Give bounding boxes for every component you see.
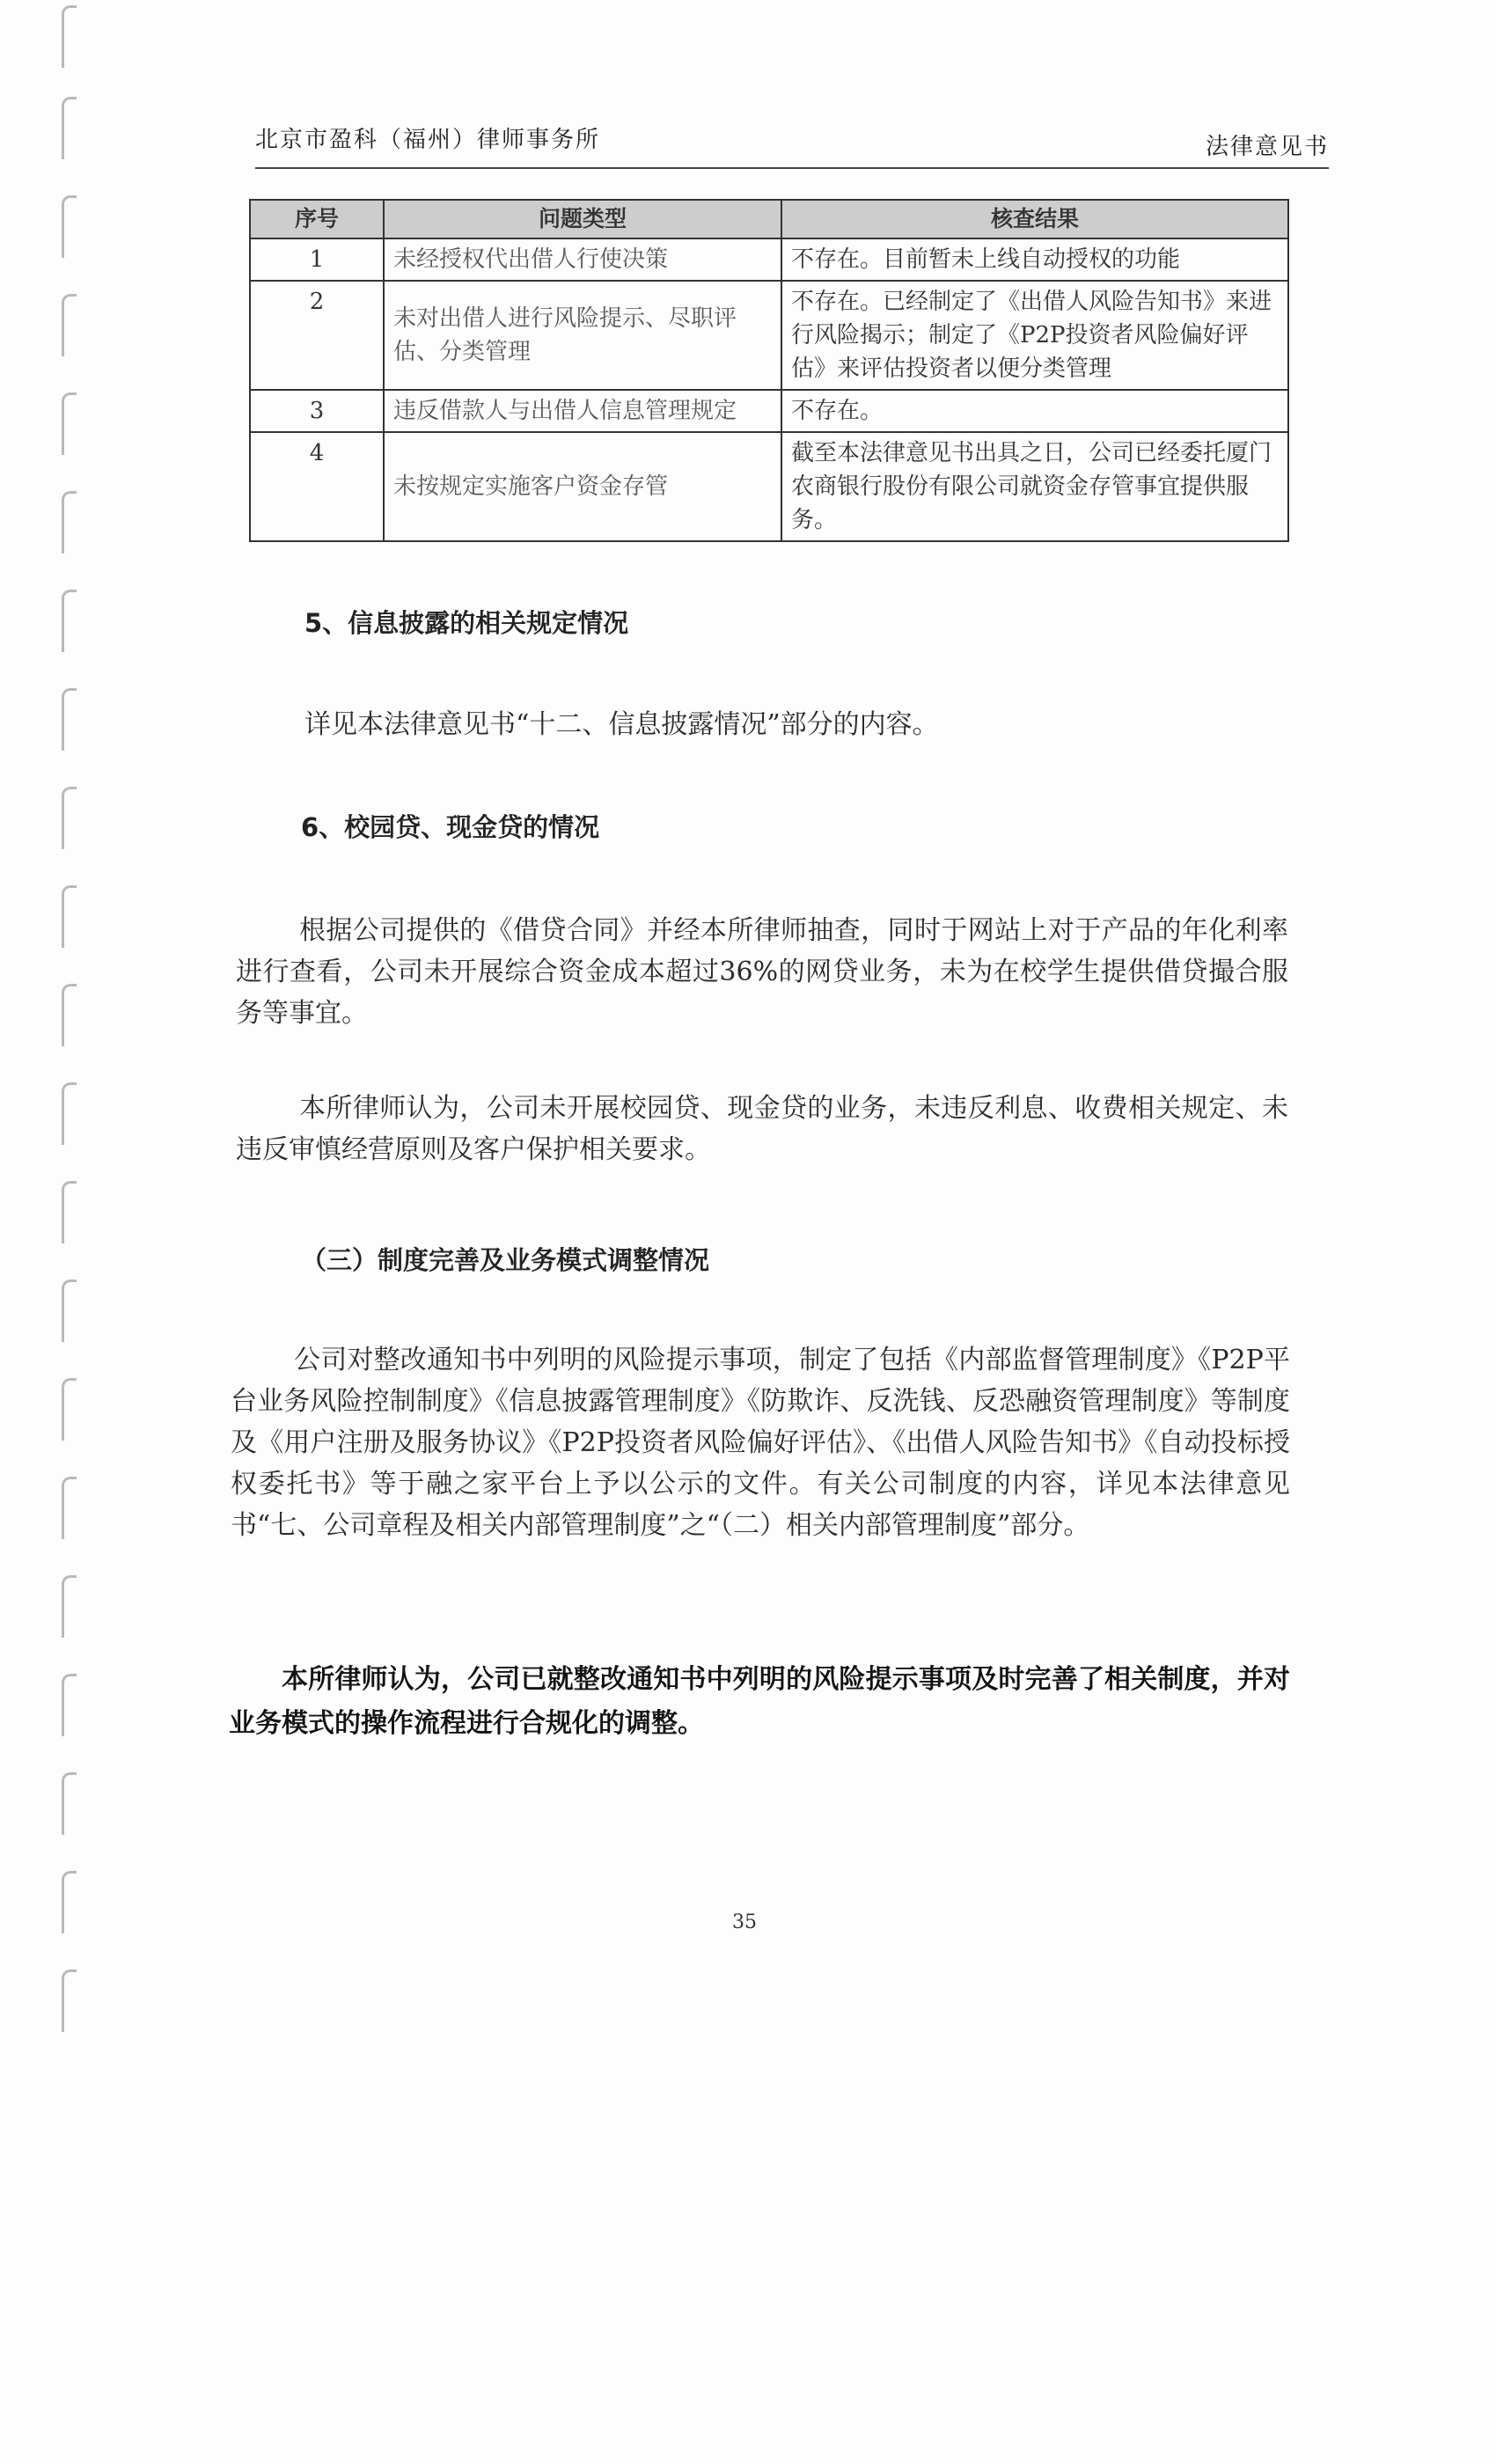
check-result: 不存在。已经制定了《出借人风险告知书》来进行风险揭示；制定了《P2P投资者风险偏好评估》来评估投资者以便分类管理 <box>781 281 1288 390</box>
law-firm-name: 北京市盈科（福州）律师事务所 <box>255 127 601 153</box>
binder-holes <box>42 0 77 2112</box>
issue-type: 未对出借人进行风险提示、尽职评估、分类管理 <box>384 281 781 390</box>
column-header-number: 序号 <box>250 200 384 238</box>
binder-hole <box>62 787 77 849</box>
section-6-paragraph-1: 根据公司提供的《借贷合同》并经本所律师抽查，同时于网站上对于产品的年化利率进行查看，公司未开展综合资金成本超过36%的网贷业务，未为在校学生提供借贷撮合服务等事宜。 <box>236 915 1288 1029</box>
table-row <box>250 390 1288 432</box>
header-divider <box>255 167 1329 169</box>
binder-hole <box>62 1082 77 1145</box>
binder-hole <box>62 1674 77 1736</box>
binder-hole <box>62 491 77 554</box>
row-number: 2 <box>250 281 384 390</box>
section-5-heading: 5、信息披露的相关规定情况 <box>304 608 629 638</box>
table-row <box>250 432 1288 541</box>
binder-hole <box>62 1181 77 1243</box>
binder-hole <box>62 1477 77 1539</box>
binder-hole <box>62 590 77 652</box>
binder-hole <box>62 1772 77 1835</box>
row-number: 3 <box>250 390 384 432</box>
binder-hole <box>62 294 77 356</box>
binder-hole <box>62 1871 77 1933</box>
binder-hole <box>62 195 77 258</box>
binder-hole <box>62 984 77 1046</box>
column-header-issue-type: 问题类型 <box>384 200 781 238</box>
issue-type: 未按规定实施客户资金存管 <box>384 432 781 541</box>
binder-hole <box>62 392 77 455</box>
table-row <box>250 238 1288 281</box>
section-6-paragraph-2: 本所律师认为，公司未开展校园贷、现金贷的业务，未违反利息、收费相关规定、未违反审慎经营原则及客户保护相关要求。 <box>236 1093 1288 1165</box>
page-header <box>255 113 1329 165</box>
check-result: 不存在。 <box>781 390 1288 432</box>
row-number: 1 <box>250 238 384 281</box>
check-result: 不存在。目前暂未上线自动授权的功能 <box>781 238 1288 281</box>
binder-hole <box>62 688 77 751</box>
check-result: 截至本法律意见书出具之日，公司已经委托厦门农商银行股份有限公司就资金存管事宜提供服务。 <box>781 432 1288 541</box>
issue-type: 未经授权代出借人行使决策 <box>384 238 781 281</box>
binder-hole <box>62 1378 77 1441</box>
column-header-result: 核查结果 <box>781 200 1288 238</box>
section-3-paragraph: 公司对整改通知书中列明的风险提示事项，制定了包括《内部监督管理制度》《P2P平台业务风险控制制度》《信息披露管理制度》《防欺诈、反洗钱、反恐融资管理制度》等制度及《用户注册及服务协议》《P2P投资者风险偏好评估》、《出借人风险告知书》《自动投标授权委托书》等于融之家平台上予以公示的文件。有关公司制度的内容，详见本法律意见书“七、公司章程及相关内部管理制度”之“（二）相关内部管理制度”部分。 <box>231 1345 1290 1541</box>
page-number: 35 <box>732 1911 757 1933</box>
binder-hole <box>62 1575 77 1638</box>
document-type: 法律意见书 <box>1205 134 1329 160</box>
section-3-heading: （三）制度完善及业务模式调整情况 <box>301 1245 710 1275</box>
table-row <box>250 281 1288 390</box>
table-header-row <box>250 200 1288 238</box>
verification-table <box>249 199 1289 542</box>
binder-hole <box>62 1280 77 1342</box>
row-number: 4 <box>250 432 384 541</box>
section-5-text: 详见本法律意见书“十二、信息披露情况”部分的内容。 <box>304 709 939 740</box>
section-3-conclusion: 本所律师认为，公司已就整改通知书中列明的风险提示事项及时完善了相关制度，并对业务模式的操作流程进行合规化的调整。 <box>229 1664 1290 1739</box>
binder-hole <box>62 885 77 948</box>
issue-type: 违反借款人与出借人信息管理规定 <box>384 390 781 432</box>
binder-hole <box>62 97 77 159</box>
section-6-heading: 6、校园贷、现金贷的情况 <box>301 812 600 842</box>
binder-hole <box>62 1969 77 2032</box>
binder-hole <box>62 5 77 68</box>
